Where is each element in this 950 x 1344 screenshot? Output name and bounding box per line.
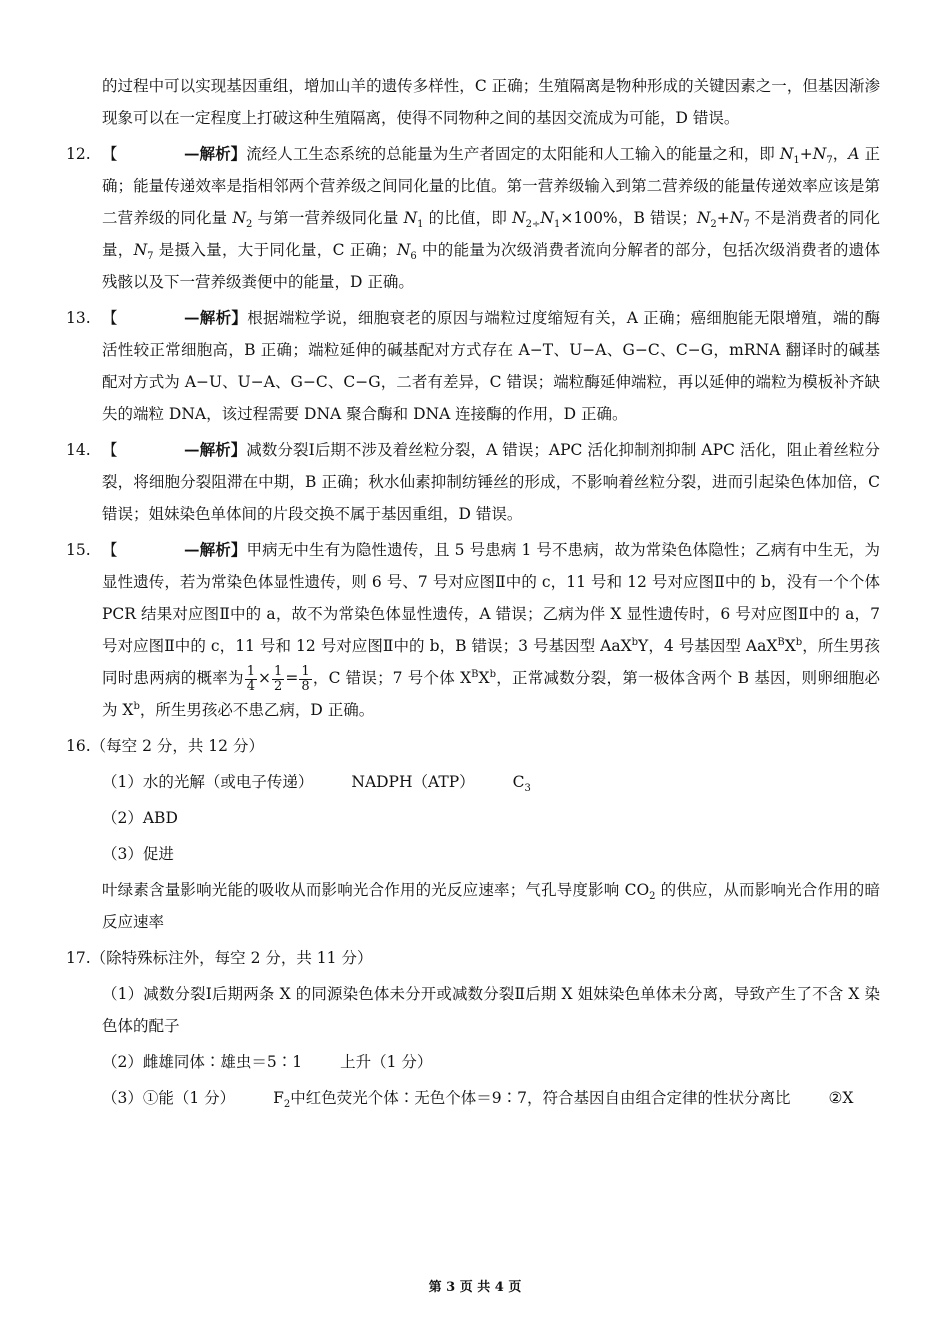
- text: （3）①能（1 分）: [102, 1089, 236, 1107]
- fraction-one-quarter: [245, 665, 257, 694]
- page-footer: 第 3 页 共 4 页: [428, 1280, 522, 1295]
- text: 不是消费者的同化量，: [102, 209, 880, 259]
- sub: 7: [826, 155, 833, 167]
- text: ，所生男孩同时患两病的概率为: [102, 637, 880, 687]
- text: =: [285, 669, 299, 687]
- var: A: [848, 145, 860, 163]
- sub: 2: [283, 1099, 291, 1111]
- text: 中的能量为次级消费者流向分解者的部分，包括次级消费者的遗体残骸以及下一营养级粪便中的能量，D 正确。: [102, 241, 880, 291]
- question-number: 12.: [66, 145, 91, 163]
- question-number: 13.: [66, 309, 91, 327]
- analysis-tag: —解析】: [184, 540, 247, 559]
- text: F: [273, 1089, 284, 1107]
- text: NADPH（ATP）: [351, 773, 475, 791]
- answer-12: [0, 138, 950, 298]
- text: ，: [832, 145, 849, 163]
- analysis-tag: —解析】: [184, 308, 248, 327]
- sub: 3: [524, 783, 531, 795]
- q16-heading: 16.（每空 2 分，共 12 分）: [66, 737, 264, 755]
- text: 中红色荧光个体∶无色个体＝9∶7，符合基因自由组合定律的性状分离比: [290, 1089, 791, 1107]
- denominator: 4: [246, 678, 256, 694]
- sub: 6: [410, 251, 417, 263]
- open-bracket: 【: [102, 541, 118, 559]
- text: 正确；能量传递效率是指相邻两个营养级之间同化量的比值。第一营养级输入到第二营养级的能量传递效率应该是第二营养级的同化量: [102, 145, 880, 227]
- answer-content: [0, 70, 950, 1118]
- var: N: [812, 145, 827, 163]
- q16-answer-3: （3）促进: [102, 845, 174, 863]
- text: ②X: [828, 1089, 854, 1107]
- question-number: 15.: [66, 541, 91, 559]
- var: N: [540, 209, 554, 227]
- sup: b: [631, 636, 639, 648]
- text: （1）水的光解（或电子传递）: [102, 773, 314, 791]
- var: N: [133, 241, 148, 259]
- q16-answer-1: [0, 766, 950, 798]
- text: 是摄入量，大于同化量，C 正确；: [153, 241, 397, 259]
- text: X: [478, 669, 490, 687]
- q17-answer-3: [0, 1082, 950, 1114]
- var: N: [779, 145, 794, 163]
- sub: 2: [525, 219, 533, 231]
- text: ×100%，B 错误；: [560, 209, 697, 227]
- q17-answer-1: （1）减数分裂Ⅰ后期两条 X 的同源染色体未分开或减数分裂Ⅱ后期 X 姐妹染色单体未分离，导致产生了不含 X 染色体的配子: [102, 985, 880, 1035]
- sub: 2: [710, 219, 717, 231]
- question-number: 14.: [66, 441, 91, 459]
- var: N: [729, 209, 744, 227]
- text: 流经人工生态系统的总能量为生产者固定的太阳能和人工输入的能量之和，即: [246, 145, 780, 163]
- sub: 1: [553, 219, 561, 231]
- text: +: [799, 145, 813, 163]
- q16-answer-2: （2）ABD: [102, 809, 178, 827]
- numerator: 1: [274, 663, 283, 679]
- text: ，正常减数分裂，第一极体含两个 B 基因，则卵细胞必为 X: [102, 669, 880, 719]
- sub: 2: [649, 891, 656, 903]
- text: 减数分裂Ⅰ后期不涉及着丝粒分裂，A 错误；APC 活化抑制剂抑制 APC 活化，阻止着丝粒分裂，将细胞分裂阻滞在中期，B 正确；秋水仙素抑制纺锤丝的形成，不影响着丝粒分裂，进而引起染色体加倍，C 错误；姐妹染色单体间的片段交换不属于基因重组，D 错误。: [102, 441, 880, 523]
- var: N: [232, 209, 247, 227]
- sub: 1: [793, 155, 800, 167]
- sub: 7: [147, 251, 154, 263]
- answer-15: [0, 534, 950, 726]
- text: ，所生男孩必不患乙病，D 正确。: [139, 701, 375, 719]
- sup: B: [471, 668, 479, 680]
- text: X: [784, 637, 796, 655]
- open-bracket: 【: [102, 145, 118, 163]
- q17-heading: 17.（除特殊标注外，每空 2 分，共 11 分）: [66, 949, 373, 967]
- numerator: 1: [246, 663, 256, 679]
- text: 甲病无中生有为隐性遗传，且 5 号患病 1 号不患病，故为常染色体隐性；乙病有中生无，为显性遗传，若为常染色体显性遗传，则 6 号、7 号对应图Ⅱ中的 c，11 号和 12 号对应图Ⅱ中的 b，没有一个个体 PCR 结果对应图Ⅱ中的 a，故不为常染色体显性遗传，A 错误；乙病为伴 X 显性遗传时，6 号对应图Ⅱ中的 a，7 号对应图Ⅱ中的 c，11 号和 12 号对应图Ⅱ中的 b，B 错误；3 号基因型 AaX: [102, 541, 880, 655]
- text: 叶绿素含量影响光能的吸收从而影响光合作用的光反应速率；气孔导度影响 CO: [102, 881, 650, 899]
- var: N: [403, 209, 418, 227]
- q16-answer-3-detail: [0, 874, 950, 938]
- text: 与第一营养级同化量: [252, 209, 404, 227]
- text: （2）雌雄同体∶雄虫＝5∶1: [102, 1053, 303, 1071]
- text: 的供应，从而影响光合作用的暗反应速率: [102, 881, 880, 931]
- var: N: [512, 209, 526, 227]
- var: N: [396, 241, 411, 259]
- q17-answer-2: [0, 1046, 950, 1078]
- denominator: 8: [301, 678, 310, 694]
- analysis-tag: —解析】: [184, 440, 247, 459]
- sup: B: [777, 636, 785, 648]
- denominator: 2: [274, 678, 283, 694]
- sup: b: [795, 636, 803, 648]
- text: 根据端粒学说，细胞衰老的原因与端粒过度缩短有关，A 正确；癌细胞能无限增殖，端的酶活性较正常细胞高，B 正确；端粒延伸的碱基配对方式存在 A−T、U−A、G−C、C−G，mRNA 翻译时的碱基配对方式为 A−U、U−A、G−C、C−G，二者有差异，C 错误；端粒酶延伸端粒，再以延伸的端粒为模板补齐缺失的端粒 DNA，该过程需要 DNA 聚合酶和 DNA 连接酶的作用，D 正确。: [102, 309, 880, 423]
- sup: b: [489, 668, 496, 680]
- text: 的比值，即: [423, 209, 513, 227]
- sub: 7: [743, 219, 750, 231]
- fraction-one-eighth: [299, 665, 311, 694]
- sub: 2: [246, 219, 253, 231]
- analysis-tag: —解析】: [184, 144, 247, 163]
- text: ，C 错误；7 号个体 X: [312, 669, 472, 687]
- text: C: [512, 773, 525, 791]
- q11-continuation: 的过程中可以实现基因重组，增加山羊的遗传多样性，C 正确；生殖隔离是物种形成的关键因素之一，但基因渐渗现象可以在一定程度上打破这种生殖隔离，使得不同物种之间的基因交流成为可能，D 错误。: [102, 77, 880, 127]
- open-bracket: 【: [102, 441, 118, 459]
- answer-14: [0, 434, 950, 530]
- sup: b: [133, 700, 140, 712]
- sub: 1: [417, 219, 424, 231]
- open-bracket: 【: [102, 309, 118, 327]
- var: N: [696, 209, 711, 227]
- fraction-one-half: [272, 665, 284, 694]
- text: ×: [258, 669, 272, 687]
- sub: ÷: [532, 219, 541, 231]
- answer-13: [0, 302, 950, 430]
- text: 上升（1 分）: [340, 1053, 433, 1071]
- text: +: [716, 209, 730, 227]
- text: Y，4 号基因型 AaX: [638, 637, 778, 655]
- numerator: 1: [301, 663, 310, 679]
